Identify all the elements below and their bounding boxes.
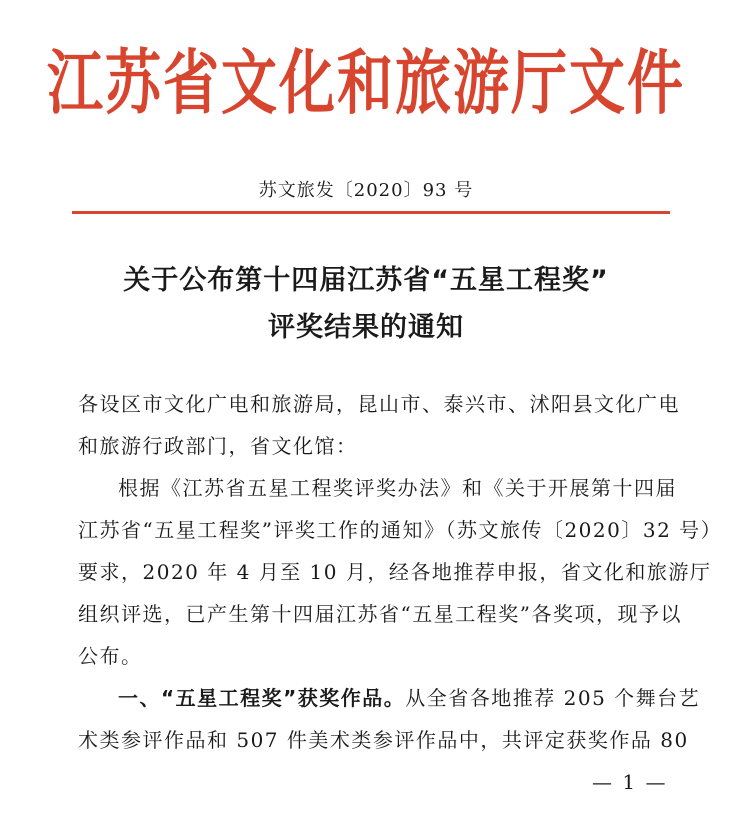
addressee-line-1: 各设区市文化广电和旅游局，昆山市、泰兴市、沭阳县文化广电 xyxy=(78,392,680,416)
page-number: — 1 — xyxy=(592,770,668,794)
paragraph-line: 要求，2020 年 4 月至 10 月，经各地推荐申报，省文化和旅游厅 xyxy=(78,560,712,584)
paragraph-line: 组织评选，已产生第十四届江苏省“五星工程奖”各奖项，现予以 xyxy=(78,602,682,626)
paragraph-line: 公布。 xyxy=(78,644,143,668)
red-divider-line xyxy=(72,211,670,214)
section-1-heading: 一、“五星工程奖”获奖作品。 xyxy=(118,686,406,710)
agency-header-title: 江苏省文化和旅游厅文件 xyxy=(47,43,685,125)
paragraph-line: 江苏省“五星工程奖”评奖工作的通知》（苏文旅传〔2020〕32 号） xyxy=(78,518,723,542)
notice-title-line-2: 评奖结果的通知 xyxy=(268,312,464,343)
document-number: 苏文旅发〔2020〕93 号 xyxy=(258,180,474,201)
section-1-first-line xyxy=(118,682,718,711)
paragraph-line: 术类参评作品和 507 件美术类参评作品中，共评定获奖作品 80 xyxy=(78,728,689,752)
paragraph-line: 根据《江苏省五星工程奖评奖办法》和《关于开展第十四届 xyxy=(118,476,677,500)
section-1-text: 从全省各地推荐 205 个舞台艺 xyxy=(405,686,701,710)
notice-title-line-1: 关于公布第十四届江苏省“五星工程奖” xyxy=(123,265,609,296)
addressee-line-2: 和旅游行政部门，省文化馆： xyxy=(78,434,358,458)
